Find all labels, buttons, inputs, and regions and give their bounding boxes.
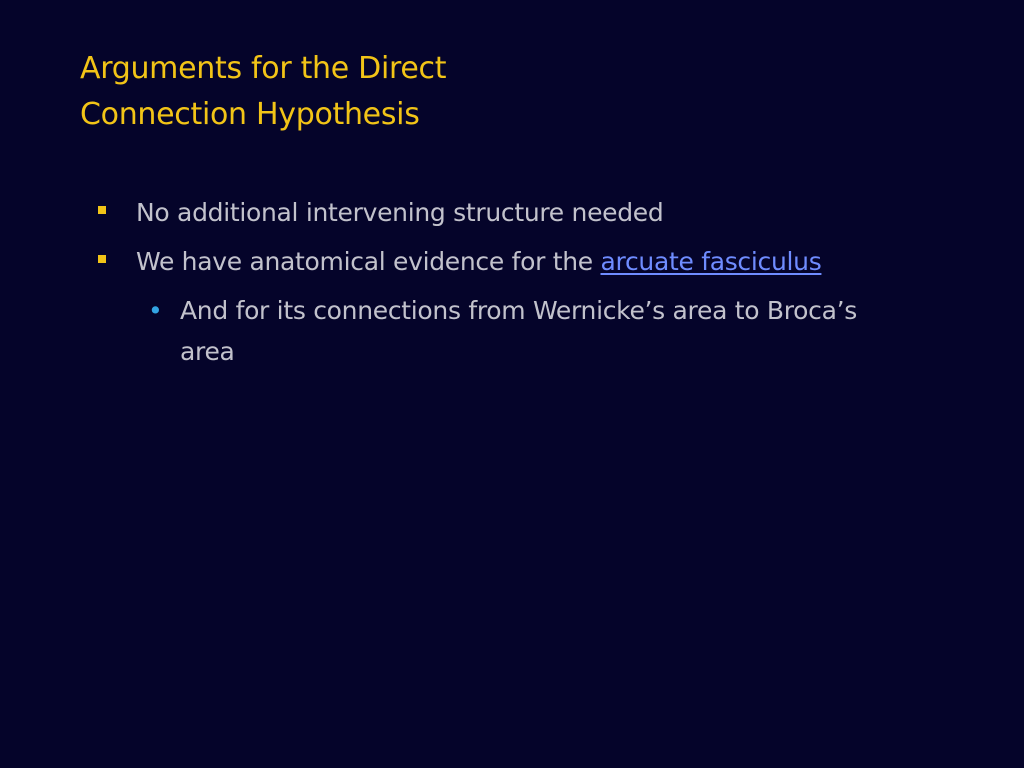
bullet-item [98, 192, 958, 233]
sub-bullet-text: And for its connections from Wernicke’s area to Broca’s area [180, 296, 857, 366]
title-line-2: Connection Hypothesis [80, 97, 420, 132]
bullet-list [98, 192, 958, 372]
bullet-item [98, 241, 958, 282]
bullet-text: We have anatomical evidence for the [136, 247, 601, 276]
bullet-text: No additional intervening structure needed [136, 198, 664, 227]
sub-bullet-item [148, 290, 880, 372]
round-bullet-icon: • [148, 296, 163, 325]
slide-title [80, 46, 940, 138]
square-bullet-icon [98, 206, 106, 214]
arcuate-fasciculus-link[interactable]: arcuate fasciculus [600, 247, 822, 276]
square-bullet-icon [98, 255, 106, 263]
title-line-1: Arguments for the Direct [80, 51, 447, 86]
